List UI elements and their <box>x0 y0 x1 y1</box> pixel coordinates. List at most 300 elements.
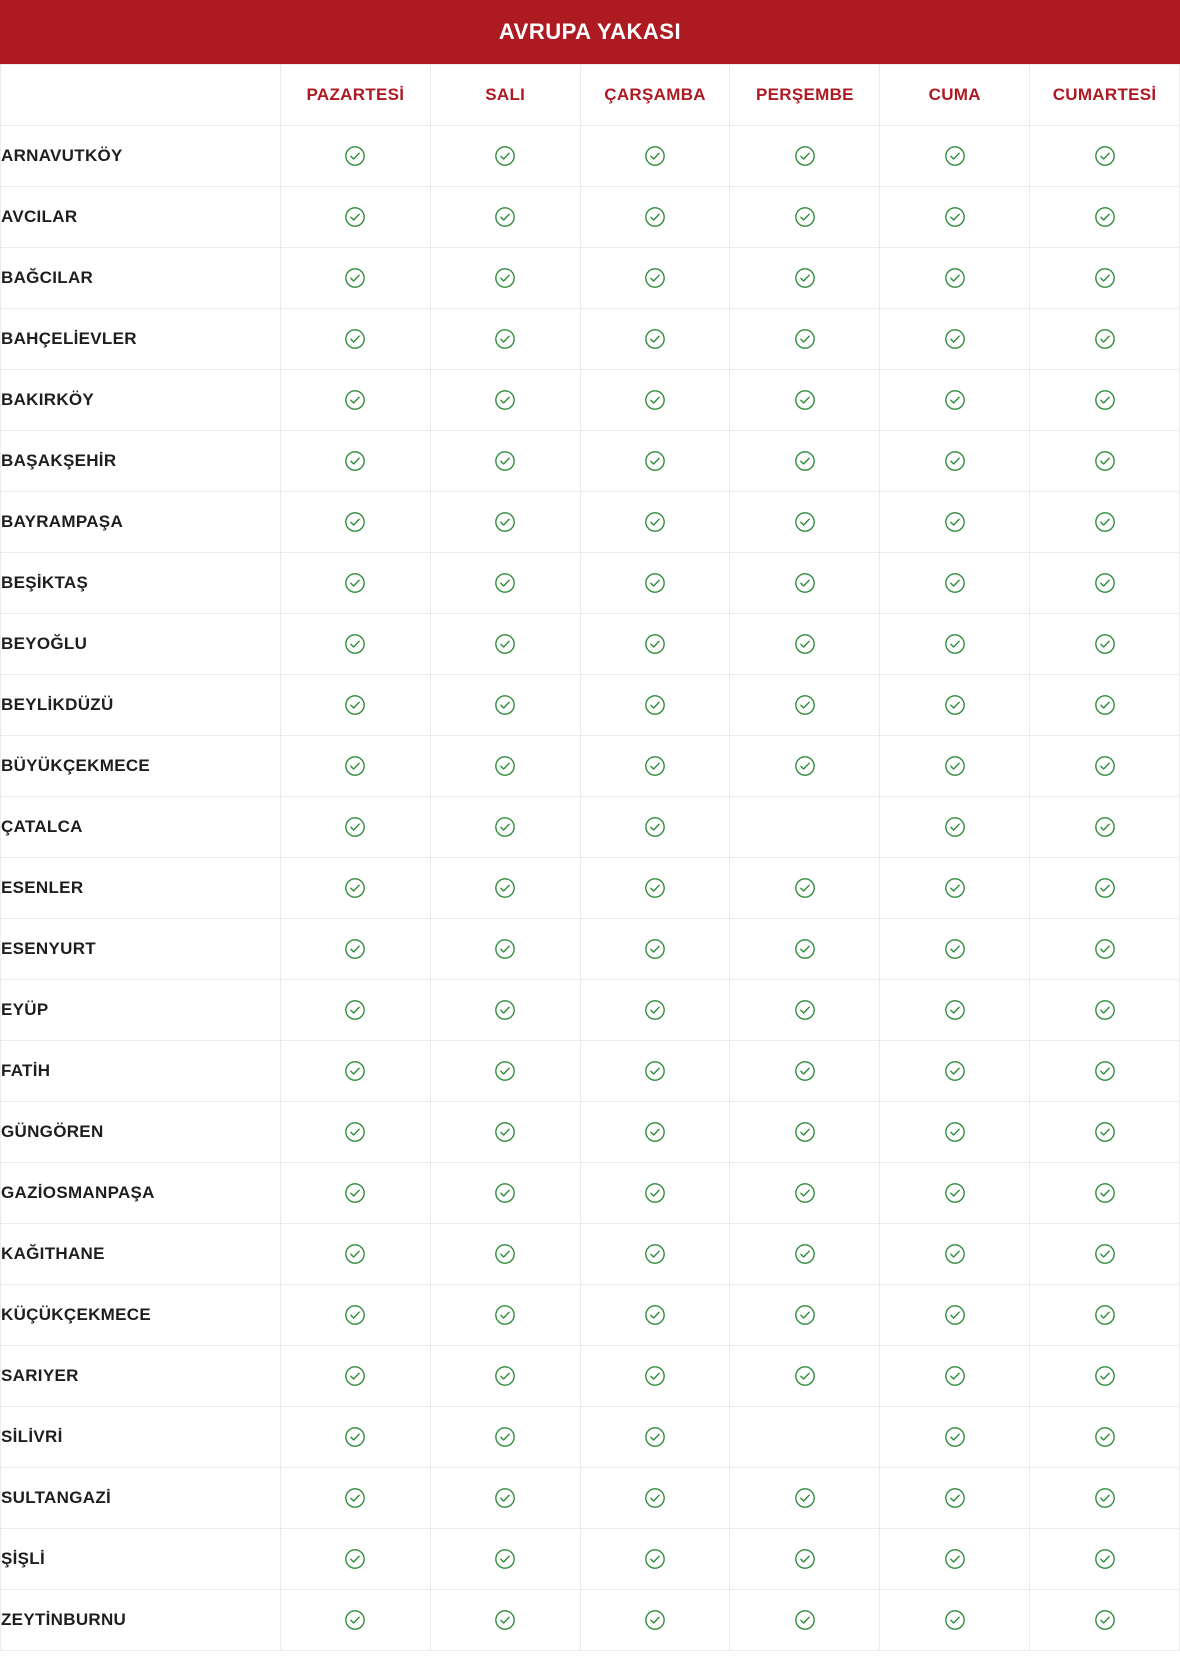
day-cell <box>580 187 730 248</box>
check-circle-icon <box>494 330 516 347</box>
check-circle-icon <box>644 147 666 164</box>
check-circle-icon <box>644 1428 666 1445</box>
district-name: BÜYÜKÇEKMECE <box>1 736 281 797</box>
day-cell <box>880 126 1030 187</box>
check-circle-icon <box>944 696 966 713</box>
check-circle-icon <box>494 635 516 652</box>
day-cell <box>880 1163 1030 1224</box>
check-circle-icon <box>1094 1428 1116 1445</box>
check-circle-icon <box>1094 879 1116 896</box>
day-cell <box>430 1102 580 1163</box>
day-cell <box>730 1224 880 1285</box>
day-cell <box>730 736 880 797</box>
header-row <box>1 65 1180 126</box>
check-circle-icon <box>494 1428 516 1445</box>
check-circle-icon <box>344 1611 366 1628</box>
day-cell <box>281 1285 431 1346</box>
day-cell <box>730 1590 880 1651</box>
check-circle-icon <box>944 1306 966 1323</box>
check-circle-icon <box>794 1062 816 1079</box>
district-name: BAKIRKÖY <box>1 370 281 431</box>
table-row <box>1 675 1180 736</box>
day-cell <box>281 492 431 553</box>
table-row <box>1 553 1180 614</box>
check-circle-icon <box>1094 1367 1116 1384</box>
check-circle-icon <box>344 757 366 774</box>
district-name: BAŞAKŞEHİR <box>1 431 281 492</box>
day-cell <box>880 919 1030 980</box>
day-cell <box>281 797 431 858</box>
schedule-table <box>0 64 1180 1651</box>
check-circle-icon <box>1094 1550 1116 1567</box>
table-row <box>1 1529 1180 1590</box>
day-header: SALI <box>430 65 580 126</box>
check-circle-icon <box>644 513 666 530</box>
check-circle-icon <box>944 330 966 347</box>
day-cell <box>880 736 1030 797</box>
day-cell <box>430 797 580 858</box>
day-cell <box>430 1041 580 1102</box>
day-cell <box>580 553 730 614</box>
day-cell <box>580 858 730 919</box>
day-cell <box>1030 675 1180 736</box>
check-circle-icon <box>1094 208 1116 225</box>
day-cell <box>880 309 1030 370</box>
day-cell <box>1030 797 1180 858</box>
check-circle-icon <box>644 940 666 957</box>
check-circle-icon <box>794 635 816 652</box>
day-cell <box>281 980 431 1041</box>
day-cell <box>1030 1468 1180 1529</box>
day-cell <box>730 919 880 980</box>
day-cell <box>1030 553 1180 614</box>
check-circle-icon <box>494 1123 516 1140</box>
check-circle-icon <box>944 452 966 469</box>
check-circle-icon <box>944 1123 966 1140</box>
check-circle-icon <box>1094 635 1116 652</box>
table-row <box>1 919 1180 980</box>
check-circle-icon <box>1094 452 1116 469</box>
check-circle-icon <box>494 1062 516 1079</box>
day-cell <box>281 1224 431 1285</box>
day-cell <box>281 187 431 248</box>
day-cell <box>430 431 580 492</box>
day-cell <box>1030 187 1180 248</box>
check-circle-icon <box>494 1367 516 1384</box>
day-cell <box>281 1407 431 1468</box>
day-cell <box>880 1407 1030 1468</box>
check-circle-icon <box>794 1367 816 1384</box>
check-circle-icon <box>644 696 666 713</box>
table-row <box>1 1224 1180 1285</box>
day-cell <box>1030 1285 1180 1346</box>
check-circle-icon <box>494 696 516 713</box>
check-circle-icon <box>494 818 516 835</box>
day-cell <box>730 797 880 858</box>
day-cell <box>730 1285 880 1346</box>
day-cell <box>430 675 580 736</box>
day-cell <box>730 614 880 675</box>
day-cell <box>880 492 1030 553</box>
check-circle-icon <box>1094 1489 1116 1506</box>
day-cell <box>281 1529 431 1590</box>
day-cell <box>580 675 730 736</box>
table-row <box>1 858 1180 919</box>
table-row <box>1 614 1180 675</box>
check-circle-icon <box>644 1245 666 1262</box>
check-circle-icon <box>344 452 366 469</box>
day-cell <box>281 919 431 980</box>
check-circle-icon <box>794 1123 816 1140</box>
district-name: BAHÇELİEVLER <box>1 309 281 370</box>
day-cell <box>281 1346 431 1407</box>
check-circle-icon <box>794 1184 816 1201</box>
table-row <box>1 370 1180 431</box>
day-cell <box>580 1041 730 1102</box>
day-header: ÇARŞAMBA <box>580 65 730 126</box>
check-circle-icon <box>794 147 816 164</box>
check-circle-icon <box>1094 818 1116 835</box>
check-circle-icon <box>644 635 666 652</box>
check-circle-icon <box>794 1489 816 1506</box>
check-circle-icon <box>644 574 666 591</box>
check-circle-icon <box>944 1062 966 1079</box>
check-circle-icon <box>944 635 966 652</box>
check-circle-icon <box>1094 574 1116 591</box>
district-name: BAĞCILAR <box>1 248 281 309</box>
day-cell <box>430 1163 580 1224</box>
day-cell <box>730 370 880 431</box>
day-header: PERŞEMBE <box>730 65 880 126</box>
day-cell <box>1030 858 1180 919</box>
check-circle-icon <box>494 1611 516 1628</box>
check-circle-icon <box>494 208 516 225</box>
check-circle-icon <box>344 635 366 652</box>
day-cell <box>281 675 431 736</box>
day-cell <box>580 431 730 492</box>
check-circle-icon <box>944 940 966 957</box>
day-cell <box>580 1468 730 1529</box>
day-cell <box>1030 370 1180 431</box>
day-cell <box>880 1529 1030 1590</box>
table-row <box>1 1468 1180 1529</box>
check-circle-icon <box>944 208 966 225</box>
day-cell <box>580 309 730 370</box>
day-cell <box>1030 1529 1180 1590</box>
day-cell <box>1030 980 1180 1041</box>
day-cell <box>580 1102 730 1163</box>
check-circle-icon <box>644 391 666 408</box>
check-circle-icon <box>494 452 516 469</box>
day-cell <box>1030 126 1180 187</box>
check-circle-icon <box>344 269 366 286</box>
check-circle-icon <box>644 1489 666 1506</box>
check-circle-icon <box>344 1123 366 1140</box>
check-circle-icon <box>1094 696 1116 713</box>
check-circle-icon <box>1094 330 1116 347</box>
check-circle-icon <box>944 391 966 408</box>
check-circle-icon <box>494 1001 516 1018</box>
page-title: AVRUPA YAKASI <box>0 0 1180 64</box>
day-cell <box>730 126 880 187</box>
check-circle-icon <box>344 208 366 225</box>
district-name: SİLİVRİ <box>1 1407 281 1468</box>
day-cell <box>1030 919 1180 980</box>
day-cell <box>430 126 580 187</box>
check-circle-icon <box>794 452 816 469</box>
table-row <box>1 492 1180 553</box>
day-cell <box>281 1163 431 1224</box>
day-cell <box>730 1163 880 1224</box>
table-row <box>1 797 1180 858</box>
day-cell <box>430 187 580 248</box>
day-cell <box>880 370 1030 431</box>
day-cell <box>580 126 730 187</box>
check-circle-icon <box>794 330 816 347</box>
check-circle-icon <box>794 757 816 774</box>
district-name: ESENLER <box>1 858 281 919</box>
day-cell <box>281 431 431 492</box>
day-cell <box>880 614 1030 675</box>
district-name: ARNAVUTKÖY <box>1 126 281 187</box>
day-cell <box>1030 431 1180 492</box>
table-row <box>1 1285 1180 1346</box>
check-circle-icon <box>494 391 516 408</box>
day-cell <box>430 492 580 553</box>
check-circle-icon <box>494 879 516 896</box>
day-cell <box>880 1041 1030 1102</box>
check-circle-icon <box>644 1306 666 1323</box>
check-circle-icon <box>794 1001 816 1018</box>
check-circle-icon <box>344 147 366 164</box>
check-circle-icon <box>794 696 816 713</box>
check-circle-icon <box>1094 940 1116 957</box>
check-circle-icon <box>344 940 366 957</box>
check-circle-icon <box>1094 1001 1116 1018</box>
check-circle-icon <box>494 1550 516 1567</box>
check-circle-icon <box>494 1306 516 1323</box>
check-circle-icon <box>344 1428 366 1445</box>
check-circle-icon <box>944 1245 966 1262</box>
day-cell <box>730 492 880 553</box>
day-cell <box>580 492 730 553</box>
check-circle-icon <box>944 879 966 896</box>
check-circle-icon <box>644 1123 666 1140</box>
day-cell <box>281 614 431 675</box>
day-cell <box>430 1346 580 1407</box>
day-cell <box>281 309 431 370</box>
day-cell <box>580 797 730 858</box>
check-circle-icon <box>794 879 816 896</box>
check-circle-icon <box>944 147 966 164</box>
check-circle-icon <box>644 1611 666 1628</box>
day-cell <box>580 1285 730 1346</box>
day-cell <box>430 1285 580 1346</box>
day-cell <box>880 675 1030 736</box>
table-row <box>1 1590 1180 1651</box>
day-cell <box>580 980 730 1041</box>
day-cell <box>730 248 880 309</box>
check-circle-icon <box>344 1245 366 1262</box>
check-circle-icon <box>944 1550 966 1567</box>
check-circle-icon <box>644 330 666 347</box>
day-cell <box>580 1407 730 1468</box>
district-name: BEYOĞLU <box>1 614 281 675</box>
check-circle-icon <box>944 1367 966 1384</box>
check-circle-icon <box>344 1367 366 1384</box>
day-cell <box>580 248 730 309</box>
check-circle-icon <box>344 513 366 530</box>
check-circle-icon <box>944 1611 966 1628</box>
check-circle-icon <box>944 1184 966 1201</box>
day-cell <box>1030 492 1180 553</box>
check-circle-icon <box>944 1489 966 1506</box>
check-circle-icon <box>1094 513 1116 530</box>
district-name: AVCILAR <box>1 187 281 248</box>
day-cell <box>430 736 580 797</box>
day-cell <box>430 1590 580 1651</box>
day-cell <box>1030 736 1180 797</box>
check-circle-icon <box>1094 1611 1116 1628</box>
day-cell <box>281 1041 431 1102</box>
check-circle-icon <box>794 391 816 408</box>
check-circle-icon <box>494 269 516 286</box>
check-circle-icon <box>794 269 816 286</box>
check-circle-icon <box>344 879 366 896</box>
table-row <box>1 309 1180 370</box>
check-circle-icon <box>344 818 366 835</box>
district-name: BAYRAMPAŞA <box>1 492 281 553</box>
day-cell <box>1030 1102 1180 1163</box>
district-name: BEYLİKDÜZÜ <box>1 675 281 736</box>
day-cell <box>430 614 580 675</box>
day-cell <box>281 248 431 309</box>
day-cell <box>730 1529 880 1590</box>
day-cell <box>880 187 1030 248</box>
day-cell <box>880 858 1030 919</box>
day-cell <box>281 553 431 614</box>
day-cell <box>730 187 880 248</box>
table-row <box>1 980 1180 1041</box>
day-cell <box>1030 1407 1180 1468</box>
check-circle-icon <box>1094 1123 1116 1140</box>
check-circle-icon <box>344 1550 366 1567</box>
day-cell <box>430 370 580 431</box>
day-header: PAZARTESİ <box>281 65 431 126</box>
check-circle-icon <box>794 1611 816 1628</box>
check-circle-icon <box>344 1001 366 1018</box>
day-cell <box>281 1102 431 1163</box>
day-cell <box>430 1529 580 1590</box>
day-cell <box>730 553 880 614</box>
check-circle-icon <box>494 1184 516 1201</box>
day-cell <box>880 1346 1030 1407</box>
check-circle-icon <box>944 269 966 286</box>
check-circle-icon <box>644 452 666 469</box>
check-circle-icon <box>644 879 666 896</box>
day-cell <box>880 431 1030 492</box>
table-row <box>1 1163 1180 1224</box>
day-cell <box>880 248 1030 309</box>
check-circle-icon <box>794 208 816 225</box>
check-circle-icon <box>1094 1306 1116 1323</box>
district-name: ZEYTİNBURNU <box>1 1590 281 1651</box>
day-cell <box>730 431 880 492</box>
day-cell <box>880 553 1030 614</box>
district-name: GAZİOSMANPAŞA <box>1 1163 281 1224</box>
check-circle-icon <box>644 1184 666 1201</box>
day-cell <box>430 1224 580 1285</box>
day-cell <box>1030 1346 1180 1407</box>
day-cell <box>281 370 431 431</box>
check-circle-icon <box>944 1001 966 1018</box>
day-cell <box>880 1224 1030 1285</box>
table-row <box>1 1102 1180 1163</box>
table-row <box>1 248 1180 309</box>
day-cell <box>880 980 1030 1041</box>
check-circle-icon <box>794 574 816 591</box>
table-row <box>1 1407 1180 1468</box>
check-circle-icon <box>644 269 666 286</box>
day-cell <box>580 919 730 980</box>
day-cell <box>430 248 580 309</box>
day-cell <box>730 1041 880 1102</box>
check-circle-icon <box>794 513 816 530</box>
day-cell <box>1030 1041 1180 1102</box>
check-circle-icon <box>1094 147 1116 164</box>
day-cell <box>580 1529 730 1590</box>
check-circle-icon <box>344 1184 366 1201</box>
check-circle-icon <box>1094 1062 1116 1079</box>
table-row <box>1 736 1180 797</box>
day-cell <box>880 1102 1030 1163</box>
check-circle-icon <box>1094 1245 1116 1262</box>
day-cell <box>281 126 431 187</box>
day-cell <box>1030 309 1180 370</box>
day-cell <box>730 675 880 736</box>
check-circle-icon <box>494 1245 516 1262</box>
check-circle-icon <box>344 696 366 713</box>
day-cell <box>281 1590 431 1651</box>
check-circle-icon <box>944 757 966 774</box>
day-cell <box>430 553 580 614</box>
check-circle-icon <box>794 940 816 957</box>
day-cell <box>430 858 580 919</box>
day-cell <box>730 309 880 370</box>
check-circle-icon <box>794 1306 816 1323</box>
day-cell <box>281 1468 431 1529</box>
day-cell <box>880 1285 1030 1346</box>
check-circle-icon <box>344 330 366 347</box>
check-circle-icon <box>344 391 366 408</box>
day-cell <box>1030 1224 1180 1285</box>
day-cell <box>430 1407 580 1468</box>
check-circle-icon <box>644 1550 666 1567</box>
table-row <box>1 431 1180 492</box>
check-circle-icon <box>644 1062 666 1079</box>
day-cell <box>580 370 730 431</box>
day-cell <box>730 980 880 1041</box>
district-name: FATİH <box>1 1041 281 1102</box>
district-name: BEŞİKTAŞ <box>1 553 281 614</box>
district-name: ÇATALCA <box>1 797 281 858</box>
check-circle-icon <box>644 757 666 774</box>
day-cell <box>730 858 880 919</box>
day-cell <box>730 1102 880 1163</box>
check-circle-icon <box>944 818 966 835</box>
day-cell <box>580 614 730 675</box>
day-cell <box>580 1224 730 1285</box>
